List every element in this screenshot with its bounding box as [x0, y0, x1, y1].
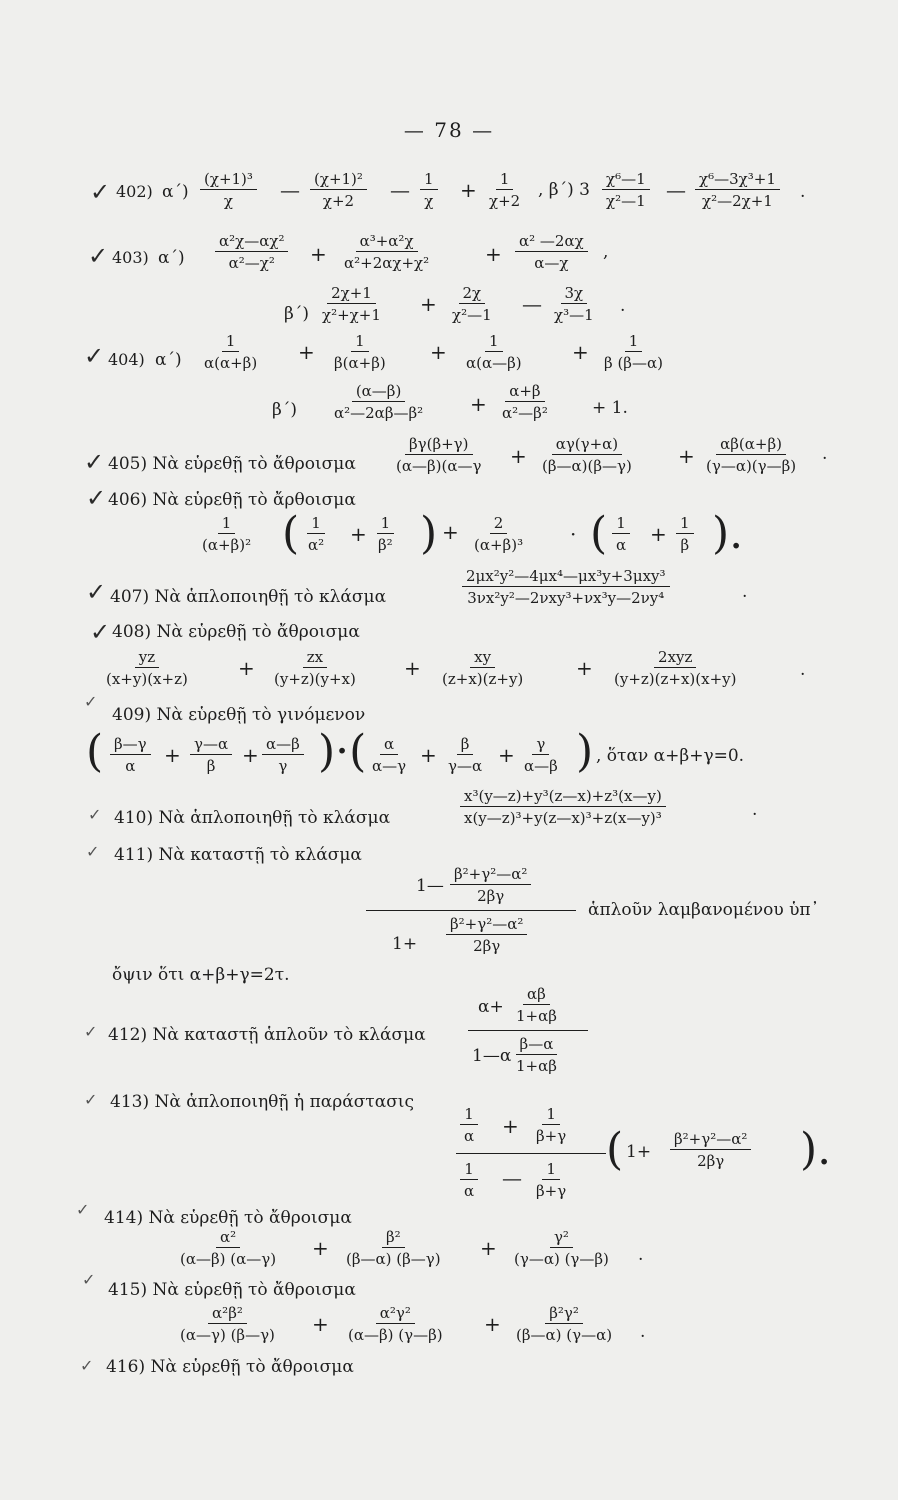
- fraction: $\frac{3\chi}{\text{χ³—1}}$: [554, 284, 594, 324]
- period: .: [800, 660, 806, 680]
- fraction: $\frac{\text{α³+α²χ}}{\text{α²+2αχ+χ²}}$: [344, 232, 430, 272]
- fraction: $\frac{1}{\beta+\gamma}$: [536, 1105, 567, 1145]
- fraction: $\frac{\text{χ⁶—3χ³+1}}{\text{χ²—2χ+1}}$: [695, 170, 780, 210]
- operator: —: [390, 178, 410, 202]
- operator: +: [576, 656, 593, 680]
- fraction: $\frac{\text{γ²}}{(\gamma—\alpha) (\gamma—\beta)}$: [514, 1228, 609, 1268]
- fraction: $\frac{\text{α²β²}}{(\alpha—\gamma) (\beta—\gamma)}$: [180, 1304, 275, 1344]
- operator: +: [460, 178, 477, 202]
- operator: ·: [570, 522, 577, 546]
- fraction: $\frac{\alpha}{\alpha—\gamma}$: [372, 735, 407, 775]
- fraction: $\frac{zx}{(y+z)(y+x)}$: [274, 648, 356, 688]
- part-b-label: β΄): [272, 400, 297, 420]
- fraction: $\frac{\text{(χ+1)³}}{\chi}$: [200, 170, 257, 210]
- operator: +: [510, 444, 527, 468]
- operator: +: [312, 1236, 329, 1260]
- fraction: $\frac{\text{α² —2αχ}}{\alpha—\chi}$: [515, 232, 588, 272]
- check-mark-icon: ✓: [88, 805, 102, 824]
- fraction: $\frac{1}{\beta(\alpha+\beta)}$: [334, 332, 386, 372]
- right-paren: ).: [712, 508, 744, 559]
- main-fraction-bar: [366, 910, 576, 911]
- check-mark-icon: ✓: [88, 242, 109, 270]
- fraction: $\frac{\beta\gamma(\beta+\gamma)}{(\alpha—\beta)(\alpha—\gamma}$: [396, 435, 482, 475]
- left-paren: (: [282, 508, 300, 559]
- fraction: $\frac{\alpha+\beta}{\text{α²—β²}}$: [502, 382, 548, 422]
- fraction: $\frac{\alpha—\beta}{\gamma}$: [262, 735, 304, 775]
- expression-part: α+: [478, 997, 504, 1017]
- left-paren: (: [606, 1124, 624, 1175]
- operator: +: [470, 392, 487, 416]
- exercise-408-label: 408) Νὰ εὑρεθῇ τὸ ἄθροισμα: [112, 622, 360, 642]
- operator: +: [480, 1236, 497, 1260]
- exercise-413-label: 413) Νὰ ἁπλοποιηθῇ ἡ παράστασις: [110, 1092, 414, 1112]
- operator: +: [298, 340, 315, 364]
- check-mark-icon: ✓: [90, 618, 111, 646]
- comma: ,: [603, 242, 609, 262]
- fraction: $\frac{1}{\alpha(\alpha—\beta)}$: [466, 332, 522, 372]
- check-mark-icon: ✓: [84, 448, 105, 476]
- fraction: $\frac{1}{\beta (\beta—\alpha)}$: [604, 332, 663, 372]
- check-mark-icon: ✓: [80, 1356, 94, 1375]
- operator: +: [350, 522, 367, 546]
- fraction: $\frac{\alpha\gamma(\gamma+\alpha)}{(\beta—\alpha)(\beta—\gamma)}$: [542, 435, 632, 475]
- check-mark-icon: ✓: [82, 1270, 96, 1289]
- fraction: $\frac{\alpha\beta(\alpha+\beta)}{(\gamma—\alpha)(\gamma—\beta)}$: [706, 435, 797, 475]
- condition-text: , ὅταν α+β+γ=0.: [596, 746, 745, 766]
- exercise-415-label: 415) Νὰ εὑρεθῇ τὸ ἄθροισμα: [108, 1280, 356, 1300]
- exercise-411-label: 411) Νὰ καταστῇ τὸ κλάσμα: [114, 845, 362, 865]
- exercise-404-label: 404): [108, 350, 145, 369]
- instruction-text: ἁπλοῦν λαμβανομένου ὑπ᾽: [588, 900, 820, 920]
- check-mark-icon: ✓: [86, 484, 107, 512]
- check-mark-icon: ✓: [76, 1200, 90, 1219]
- operator: +: [404, 656, 421, 680]
- fraction: $\frac{1}{\alpha}$: [612, 514, 630, 554]
- fraction: $\frac{2}{\text{(α+β)³}}$: [474, 514, 524, 554]
- exercise-403-label: 403): [112, 248, 149, 267]
- period: .: [640, 1322, 646, 1342]
- constant-term: + 1.: [592, 398, 628, 418]
- page-number: — 78 —: [403, 118, 495, 142]
- fraction: $\frac{\text{β²γ²}}{(\beta—\alpha) (\gamma—\alpha)}$: [516, 1304, 613, 1344]
- check-mark-icon: ✓: [90, 178, 111, 206]
- right-paren: ): [420, 508, 438, 559]
- fraction: $\frac{1}{\alpha(\alpha+\beta)}$: [204, 332, 258, 372]
- fraction: $\frac{1}{\alpha}$: [460, 1160, 478, 1200]
- operator: +: [484, 1312, 501, 1336]
- part-a-label: α΄): [162, 182, 189, 202]
- fraction: $\frac{\text{α²}}{(\alpha—\beta) (\alpha—\gamma)}$: [180, 1228, 277, 1268]
- expression-part: 1+: [392, 934, 418, 954]
- part-a-label: α΄): [158, 248, 185, 268]
- operator: +: [312, 1312, 329, 1336]
- fraction: $\frac{\alpha\beta}{1+\alpha\beta}$: [516, 985, 557, 1025]
- main-fraction-bar: [468, 1030, 588, 1031]
- period: .: [638, 1245, 644, 1265]
- fraction: $\frac{\text{x³(y—z)+y³(z—x)+z³(x—y)}}{\text{x(y—z)³+y(z—x)³+z(x—y)³}}$: [460, 787, 666, 827]
- fraction: $\frac{\text{α²γ²}}{(\alpha—\beta) (\gamma—\beta)}$: [348, 1304, 443, 1344]
- exercise-412-label: 412) Νὰ καταστῇ ἁπλοῦν τὸ κλάσμα: [108, 1025, 426, 1045]
- check-mark-icon: ✓: [84, 692, 98, 711]
- expression-part: 1—α: [472, 1046, 512, 1066]
- check-mark-icon: ✓: [86, 842, 100, 861]
- operator: +: [310, 242, 327, 266]
- part-b-label: β΄): [284, 304, 309, 324]
- check-mark-icon: ✓: [86, 578, 107, 606]
- operator: —: [522, 292, 542, 316]
- left-paren: (: [86, 726, 104, 777]
- operator: —: [280, 178, 300, 202]
- fraction: $\frac{\text{α²χ—αχ²}}{\text{α²—χ²}}$: [215, 232, 288, 272]
- fraction: $\frac{\text{χ⁶—1}}{\text{χ²—1}}$: [602, 170, 650, 210]
- operator: +: [498, 743, 515, 767]
- fraction: $\frac{\gamma—\alpha}{\beta}$: [190, 735, 232, 775]
- check-mark-icon: ✓: [84, 342, 105, 370]
- operator: +: [502, 1114, 519, 1138]
- expression-part: 1—: [416, 876, 444, 896]
- exercise-416-label: 416) Νὰ εὑρεθῇ τὸ ἄθροισμα: [106, 1357, 354, 1377]
- left-paren: (: [590, 508, 608, 559]
- fraction: $\frac{\text{β²+γ²—α²}}{2\beta\gamma}$: [446, 915, 527, 955]
- fraction: $\frac{1}{\text{β²}}$: [378, 514, 393, 554]
- fraction: $\frac{(\alpha—\beta)}{\text{α²—2αβ—β²}}$: [334, 382, 424, 422]
- fraction: $\frac{\text{β²}}{(\beta—\alpha) (\beta—\gamma)}$: [346, 1228, 441, 1268]
- fraction: $\frac{1}{\text{(α+β)²}}$: [202, 514, 252, 554]
- period: .: [822, 444, 828, 464]
- fraction: $\frac{\beta—\alpha}{1+\alpha\beta}$: [516, 1035, 557, 1075]
- check-mark-icon: ✓: [84, 1090, 98, 1109]
- exercise-406-label: 406) Νὰ εὑρεθῇ τὸ ἄρθοισμα: [108, 490, 356, 510]
- fraction: $\frac{2\chi+1}{\text{χ²+χ+1}}$: [322, 284, 381, 324]
- part-a-label: α΄): [155, 350, 182, 370]
- period: .: [800, 182, 806, 202]
- fraction: $\frac{\gamma}{\alpha—\beta}$: [524, 735, 558, 775]
- period: .: [620, 296, 626, 316]
- part-b-label: , β΄) 3: [538, 180, 590, 200]
- operator: +: [420, 743, 437, 767]
- operator: +: [485, 242, 502, 266]
- condition-text: ὄψιν ὅτι α+β+γ=2τ.: [112, 965, 290, 985]
- operator: —: [666, 178, 686, 202]
- fraction: $\frac{\beta}{\gamma—\alpha}$: [448, 735, 483, 775]
- fraction: 2xyz (y+z)(z+x)(x+y): [614, 648, 737, 688]
- fraction: $\frac{\text{β²+γ²—α²}}{2\beta\gamma}$: [450, 865, 531, 905]
- fraction: $\frac{\beta—\gamma}{\alpha}$: [110, 735, 151, 775]
- fraction: $\frac{1}{\beta}$: [676, 514, 694, 554]
- fraction: $\frac{xy}{(z+x)(z+y)}$: [442, 648, 524, 688]
- fraction: $\frac{1}{\chi}$: [420, 170, 438, 210]
- right-paren: ).: [800, 1124, 832, 1175]
- operator: +: [242, 743, 259, 767]
- exercise-409-label: 409) Νὰ εὑρεθῇ τὸ γινόμενον: [112, 705, 366, 725]
- period: .: [752, 800, 758, 820]
- fraction: $\frac{\text{β²+γ²—α²}}{2\beta\gamma}$: [670, 1130, 751, 1170]
- operator: +: [650, 522, 667, 546]
- operator: +: [238, 656, 255, 680]
- fraction: 2μx²y²—4μx⁴—μx³y+3μxy³ 3νx²y²—2νxy³+νx³y—2νy⁴: [462, 567, 670, 607]
- check-mark-icon: ✓: [84, 1022, 98, 1041]
- period: .: [742, 582, 748, 602]
- operator: +: [420, 292, 437, 316]
- exercise-405-label: 405) Νὰ εὑρεθῇ τὸ ἄθροισμα: [108, 454, 356, 474]
- fraction: $\frac{1}{\beta+\gamma}$: [536, 1160, 567, 1200]
- fraction: $\frac{yz}{(x+y)(x+z)}$: [106, 648, 188, 688]
- operator: +: [442, 520, 459, 544]
- paren-product: )·(: [318, 726, 367, 777]
- expression-part: 1+: [626, 1142, 652, 1162]
- main-fraction-bar: [456, 1153, 606, 1154]
- operator: +: [572, 340, 589, 364]
- operator: +: [430, 340, 447, 364]
- operator: —: [502, 1166, 522, 1190]
- fraction: $\frac{1}{\text{α²}}$: [308, 514, 325, 554]
- exercise-407-label: 407) Νὰ ἁπλοποιηθῇ τὸ κλάσμα: [110, 587, 387, 607]
- right-paren: ): [576, 726, 594, 777]
- exercise-402-label: 402): [116, 182, 153, 201]
- exercise-410-label: 410) Νὰ ἁπλοποιηθῇ τὸ κλάσμα: [114, 808, 391, 828]
- operator: +: [678, 444, 695, 468]
- operator: +: [164, 743, 181, 767]
- fraction: $\frac{1}{\chi+2}$: [489, 170, 521, 210]
- fraction: $\frac{1}{\alpha}$: [460, 1105, 478, 1145]
- exercise-414-label: 414) Νὰ εὑρεθῇ τὸ ἄθροισμα: [104, 1208, 352, 1228]
- fraction: $\frac{\text{(χ+1)²}}{\chi+2}$: [310, 170, 367, 210]
- fraction: $\frac{2\chi}{\text{χ²—1}}$: [452, 284, 492, 324]
